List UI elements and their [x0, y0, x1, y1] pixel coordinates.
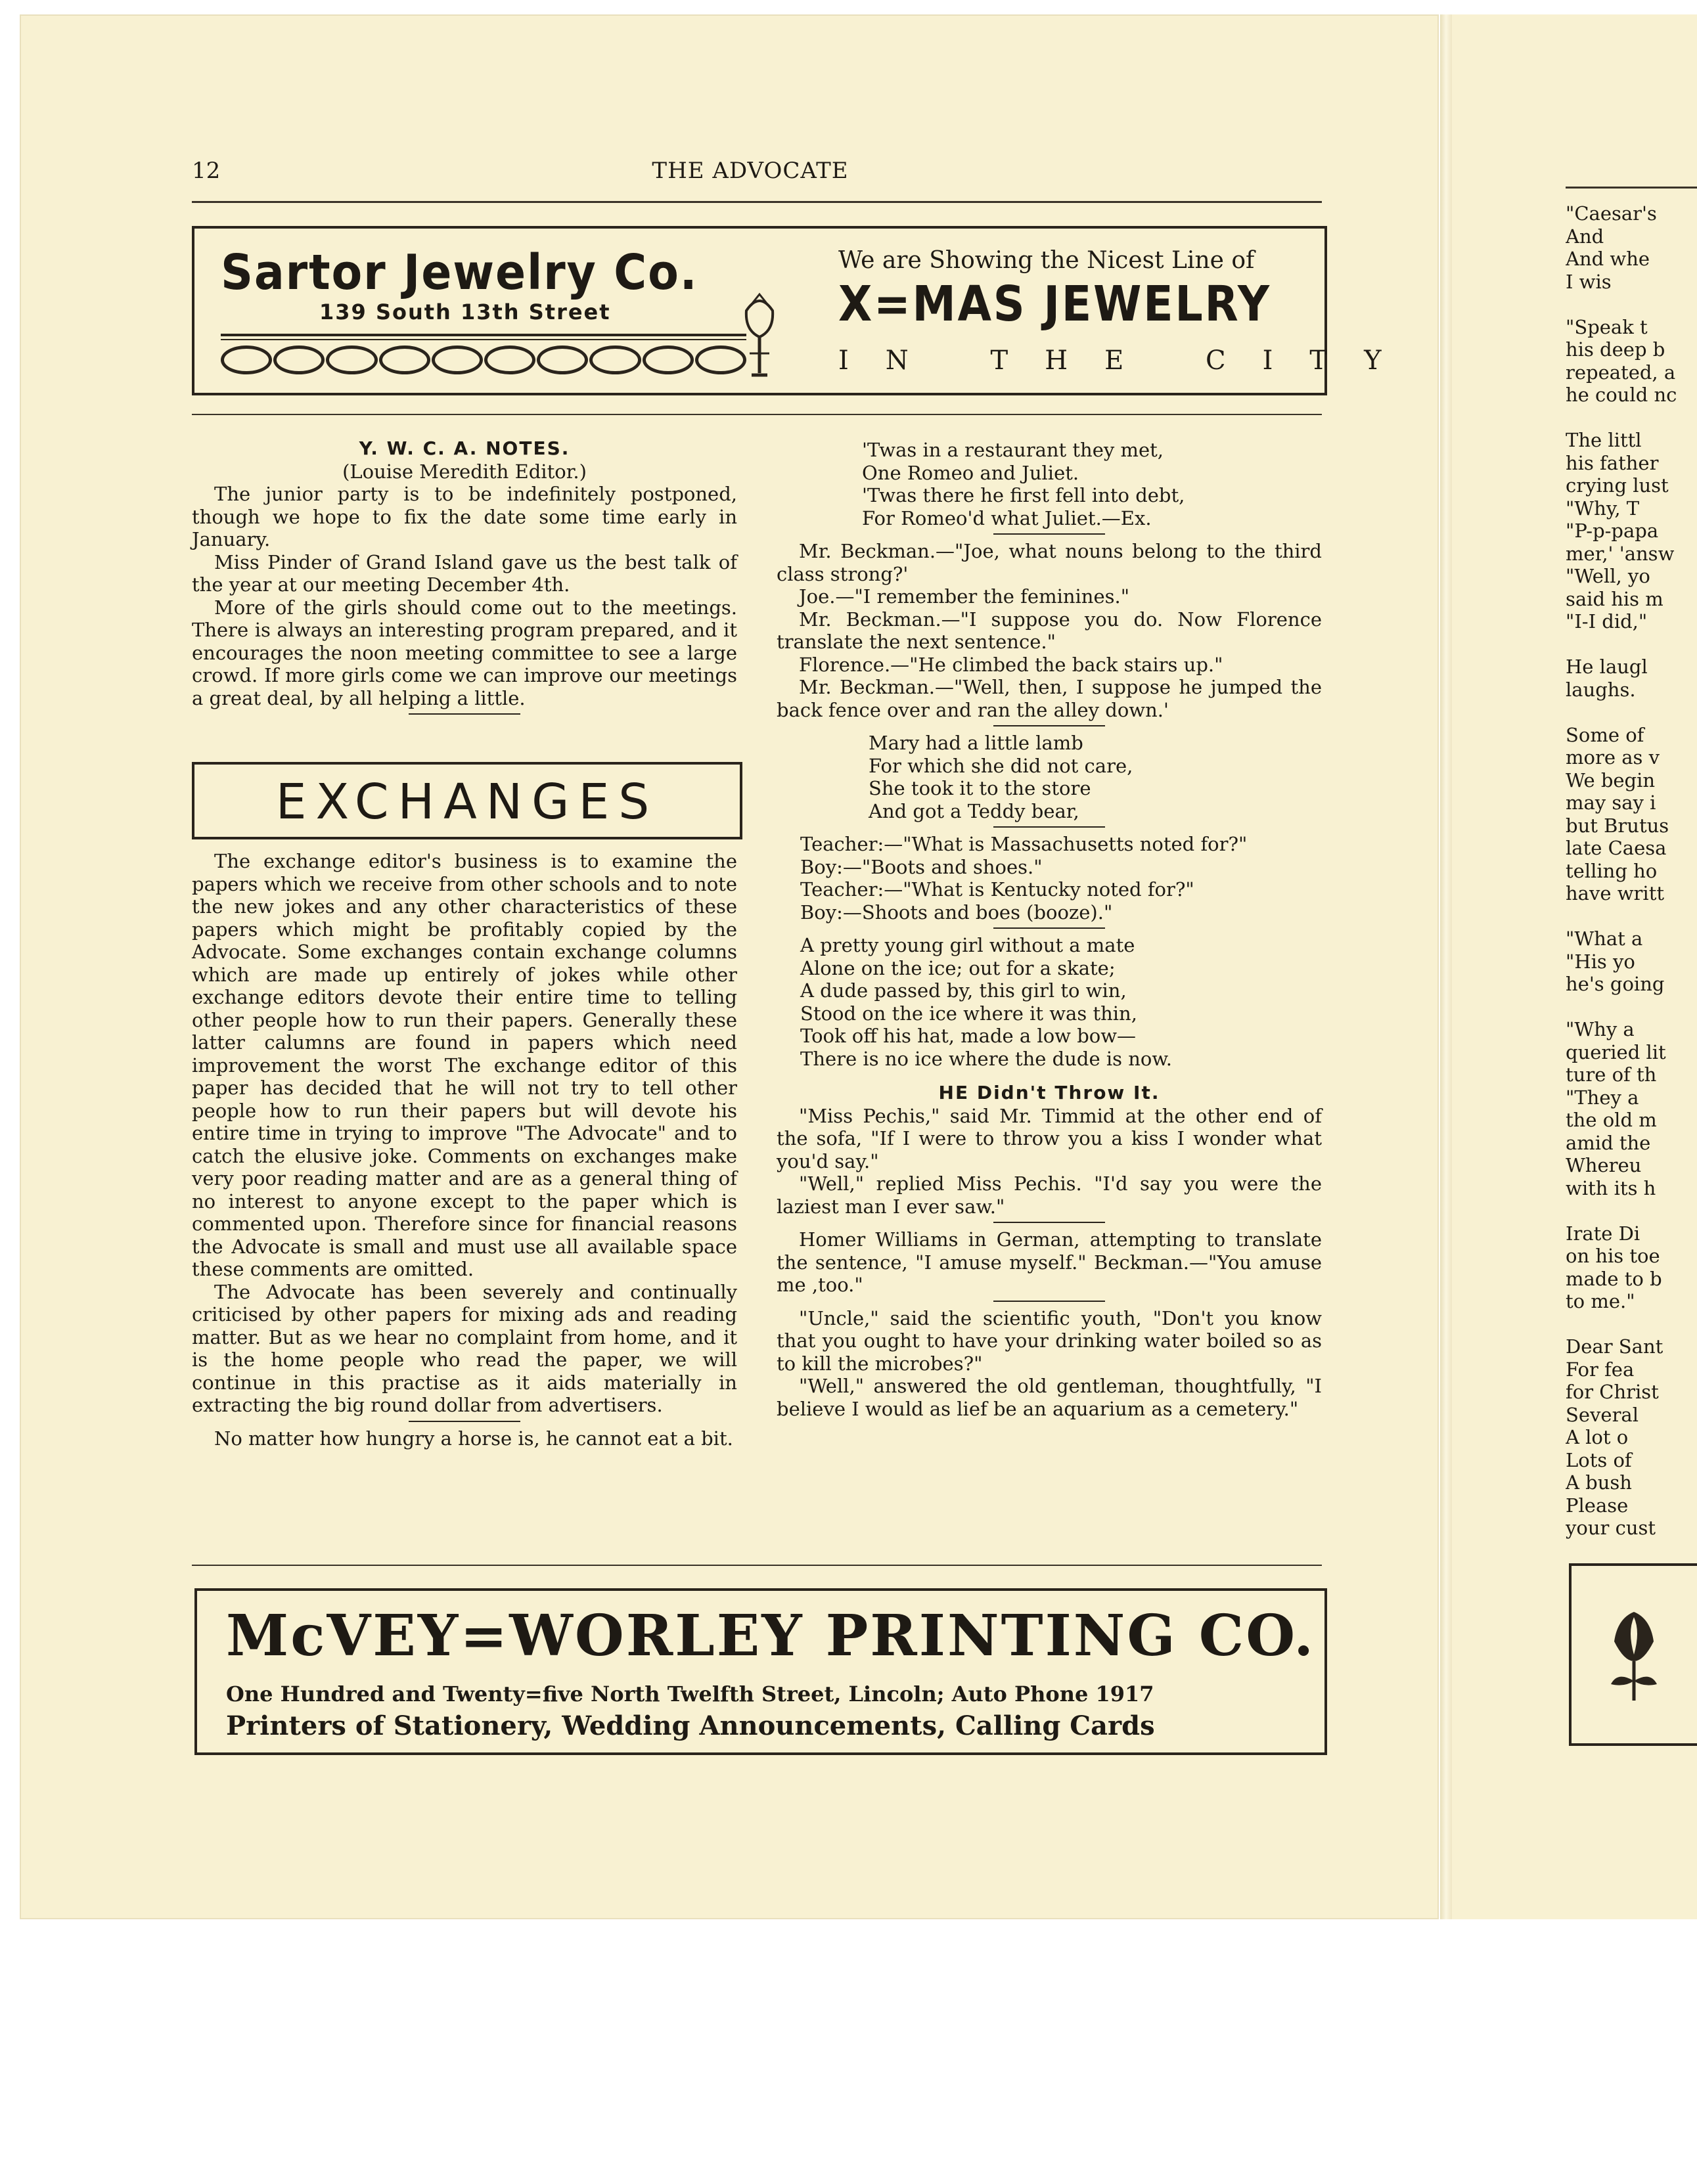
- right-page-line: [1566, 701, 1697, 724]
- right-page-line: but Brutus: [1566, 814, 1669, 837]
- ad-services: Printers of Stationery, Wedding Announcements, Calling Cards: [226, 1710, 1155, 1741]
- poem-line: 'Twas there he first fell into debt,: [862, 484, 1185, 506]
- right-page-line: "They a: [1566, 1086, 1639, 1109]
- poem-line: She took it to the store: [869, 777, 1091, 799]
- right-page-line: he's going: [1566, 973, 1665, 995]
- right-page-line: telling ho: [1566, 859, 1658, 882]
- ad-rule: [221, 334, 746, 336]
- right-page-line: on his toe: [1566, 1245, 1660, 1267]
- dialogue-line: Boy:—Shoots and boes (booze).": [800, 901, 1113, 924]
- right-page-line: Some of: [1566, 723, 1644, 746]
- beckman-line: Mr. Beckman.—"I suppose you do. Now Florence translate the next sentence.": [777, 608, 1322, 653]
- right-header-rule: [1566, 187, 1697, 189]
- throw-paragraph: "Well," replied Miss Pechis. "I'd say you were the laziest man I ever saw.": [777, 1172, 1322, 1218]
- right-page-line: made to b: [1566, 1267, 1662, 1290]
- flower-ornament-icon: [1598, 1605, 1670, 1704]
- lamb-poem: [869, 732, 1322, 822]
- right-page-line: "I-I did,": [1566, 610, 1648, 633]
- right-page-line: The littl: [1566, 429, 1642, 451]
- ad-address: One Hundred and Twenty=five North Twelfth Street, Lincoln; Auto Phone 1917: [226, 1682, 1154, 1706]
- right-page-line: [1566, 293, 1697, 316]
- poem-line: A pretty young girl without a mate: [800, 934, 1135, 956]
- right-page-line: for Christ: [1566, 1381, 1659, 1403]
- column-left-exchanges: [192, 850, 737, 1450]
- right-page-line: Irate Di: [1566, 1222, 1640, 1245]
- right-page-line: repeated, a: [1566, 361, 1676, 384]
- right-page-ad-box: [1569, 1563, 1697, 1746]
- right-page-line: I wis: [1566, 270, 1612, 293]
- right-page-line: Whereu: [1566, 1154, 1642, 1176]
- urn-ornament-icon: [740, 291, 779, 383]
- right-page-line: Dear Sant: [1566, 1335, 1663, 1358]
- separator: [993, 1301, 1105, 1302]
- right-page-line: mer,' 'answ: [1566, 542, 1675, 565]
- beckman-line: Joe.—"I remember the feminines.": [799, 585, 1130, 608]
- right-page-line: "What a: [1566, 927, 1643, 950]
- separator: [993, 927, 1105, 929]
- right-page-line: [1566, 905, 1697, 928]
- throw-heading: HE Didn't Throw It.: [938, 1082, 1160, 1103]
- right-page-line: late Caesa: [1566, 837, 1667, 859]
- right-page-line: your cust: [1566, 1517, 1656, 1539]
- right-page-line: [1566, 633, 1697, 656]
- column-left: [192, 437, 737, 720]
- right-page-line: A bush: [1566, 1471, 1632, 1494]
- page-number: 12: [192, 158, 221, 184]
- right-page-line: We begin: [1566, 769, 1656, 791]
- right-page-line: he could nc: [1566, 384, 1677, 406]
- poem-line: One Romeo and Juliet.: [862, 461, 1079, 484]
- ywca-paragraph: The junior party is to be indefinitely postponed, though we hope to fix the date some time early in January.: [192, 483, 737, 550]
- poem-line: For which she did not care,: [869, 754, 1133, 777]
- separator: [993, 725, 1105, 726]
- scroll-ornament: [221, 345, 746, 380]
- mcvey-worley-ad: [194, 1588, 1327, 1755]
- exchanges-paragraph: The exchange editor's business is to examine the papers which we receive from other schools and to note the new jokes and any other characteristics of these papers which might be profitably copied by the Advocate. Some exchanges contain exchange columns which are made up entirely of jokes while other exchange editors devote their entire time to telling other people how to run their papers. Generally these latter calumns are found in papers which need improvement the worst The exchange editor of this paper has decided that he will not try to tell other people how to run their papers but will devote his entire time in trying to improve "The Advocate" and to catch the elusive joke. Comments on exchanges make very poor reading matter and are as a general thing of no interest to anyone except to the paper which is commented upon. Therefore since for financial reasons the Advocate is small and must use all available space these comments are omitted.: [192, 850, 737, 1280]
- right-page-line: ture of th: [1566, 1063, 1657, 1086]
- ad-company-name: Sartor Jewelry Co.: [221, 244, 698, 301]
- right-page-line: queried lit: [1566, 1040, 1666, 1063]
- right-page-line: may say i: [1566, 791, 1656, 814]
- poem-line: A dude passed by, this girl to win,: [800, 979, 1127, 1002]
- right-page-line: have writt: [1566, 882, 1664, 904]
- right-page-line: laughs.: [1566, 678, 1636, 701]
- poem-line: There is no ice where the dude is now.: [800, 1047, 1172, 1070]
- right-page-line: "Well, yo: [1566, 565, 1650, 587]
- throw-paragraph: "Miss Pechis," said Mr. Timmid at the other end of the sofa, "If I were to throw you a kiss I wonder what you'd say.": [777, 1104, 1322, 1172]
- ad-subline: IN THE CITY: [838, 345, 1418, 376]
- right-page-line: amid the: [1566, 1131, 1651, 1154]
- beckman-line: Mr. Beckman.—"Joe, what nouns belong to the third class strong?': [777, 540, 1322, 585]
- right-page-line: to me.": [1566, 1290, 1635, 1312]
- homer-paragraph: Homer Williams in German, attempting to translate the sentence, "I amuse myself." Beckman.—"You amuse me ,too.": [777, 1228, 1322, 1296]
- right-page-line: crying lust: [1566, 474, 1669, 497]
- right-page-line: And: [1566, 225, 1604, 248]
- separator: [993, 533, 1105, 535]
- right-page-line: his deep b: [1566, 338, 1665, 361]
- poem-line: Alone on the ice; out for a skate;: [800, 956, 1116, 979]
- horse-joke: No matter how hungry a horse is, he cannot eat a bit.: [214, 1427, 733, 1450]
- poem-line: 'Twas in a restaurant they met,: [862, 439, 1164, 461]
- header-rule: [192, 201, 1322, 203]
- exchanges-heading-box: [192, 762, 742, 839]
- beckman-line: Florence.—"He climbed the back stairs up.": [799, 653, 1223, 676]
- ywca-paragraph: Miss Pinder of Grand Island gave us the best talk of the year at our meeting December 4th.: [192, 550, 737, 596]
- right-page-line: And whe: [1566, 248, 1650, 270]
- right-page-line: A lot o: [1566, 1426, 1629, 1448]
- ad-address: 139 South 13th Street: [319, 300, 611, 324]
- teacher-dialogue: [800, 833, 1322, 924]
- separator: [409, 1421, 520, 1422]
- right-page-line: For fea: [1566, 1358, 1635, 1381]
- poem-line: And got a Teddy bear,: [869, 799, 1079, 822]
- skate-poem: [800, 934, 1322, 1070]
- poem-line: Stood on the ice where it was thin,: [800, 1002, 1137, 1025]
- separator: [993, 826, 1105, 828]
- right-page-column: [1566, 202, 1697, 1540]
- ywca-heading: Y. W. C. A. NOTES.: [359, 437, 570, 459]
- right-page-line: the old m: [1566, 1109, 1657, 1131]
- right-page-line: [1566, 1313, 1697, 1336]
- poem-line: Took off his hat, made a low bow—: [800, 1025, 1137, 1047]
- right-page-line: [1566, 407, 1697, 430]
- ad-tagline: We are Showing the Nicest Line of: [838, 247, 1255, 274]
- exchanges-paragraph: The Advocate has been severely and continually criticised by other papers for mixing ads and reading matter. But as we hear no complaint from home, and it is the home people who read the paper, we will continue in this practise as it aids materially in extracting the big round dollar from advertisers.: [192, 1280, 737, 1416]
- ad-rule-thin: [221, 339, 746, 340]
- right-page-line: "His yo: [1566, 950, 1635, 973]
- section-rule: [192, 414, 1322, 415]
- separator: [993, 1222, 1105, 1223]
- separator: [409, 713, 520, 715]
- exchanges-heading: EXCHANGES: [275, 774, 659, 830]
- romeo-poem: [862, 439, 1322, 529]
- right-page-line: his father: [1566, 451, 1659, 474]
- sartor-jewelry-ad: [192, 226, 1418, 395]
- ywca-editor: (Louise Meredith Editor.): [342, 460, 587, 483]
- section-rule: [192, 1565, 1322, 1566]
- uncle-paragraph: "Well," answered the old gentleman, thoughtfully, "I believe I would as lief be an aquarium as a cemetery.": [777, 1375, 1322, 1420]
- right-page-line: He laugl: [1566, 656, 1648, 678]
- publication-title: THE ADVOCATE: [652, 158, 849, 184]
- beckman-line: Mr. Beckman.—"Well, then, I suppose he jumped the back fence over and ran the alley down.': [777, 676, 1322, 721]
- right-page-line: with its h: [1566, 1176, 1656, 1199]
- ywca-paragraph: More of the girls should come out to the meetings. There is always an interesting program prepared, and it encourages the noon meeting committee to see a large crowd. If more girls come we can improve our meetings a great deal, by all helping a little.: [192, 596, 737, 709]
- column-right: [777, 435, 1322, 1420]
- dialogue-line: Teacher:—"What is Massachusetts noted for?": [800, 833, 1248, 855]
- right-page-line: said his m: [1566, 587, 1663, 610]
- uncle-paragraph: "Uncle," said the scientific youth, "Don't you know that you ought to have your drinking water boiled so as to kill the microbes?": [777, 1306, 1322, 1375]
- right-page-line: "Why a: [1566, 1018, 1635, 1040]
- right-page-line: "Why, T: [1566, 497, 1640, 520]
- poem-line: Mary had a little lamb: [869, 732, 1083, 754]
- poem-line: For Romeo'd what Juliet.—Ex.: [862, 506, 1152, 529]
- ad-headline: X=MAS JEWELRY: [838, 276, 1271, 332]
- right-page-line: Lots of: [1566, 1448, 1632, 1471]
- ad-company-name: McVEY=WORLEY PRINTING CO.: [226, 1603, 1316, 1669]
- right-page-line: "Speak t: [1566, 315, 1648, 338]
- right-page-line: [1566, 1199, 1697, 1222]
- dialogue-line: Teacher:—"What is Kentucky noted for?": [800, 878, 1194, 901]
- right-page-line: Several: [1566, 1403, 1639, 1426]
- right-page-line: Please: [1566, 1494, 1629, 1517]
- right-page-line: [1566, 996, 1697, 1019]
- page-fold: [1440, 14, 1452, 1919]
- right-page-line: "P-p-papa: [1566, 520, 1659, 542]
- right-page-line: "Caesar's: [1566, 202, 1657, 225]
- right-page-line: more as v: [1566, 746, 1660, 769]
- dialogue-line: Boy:—"Boots and shoes.": [800, 855, 1043, 878]
